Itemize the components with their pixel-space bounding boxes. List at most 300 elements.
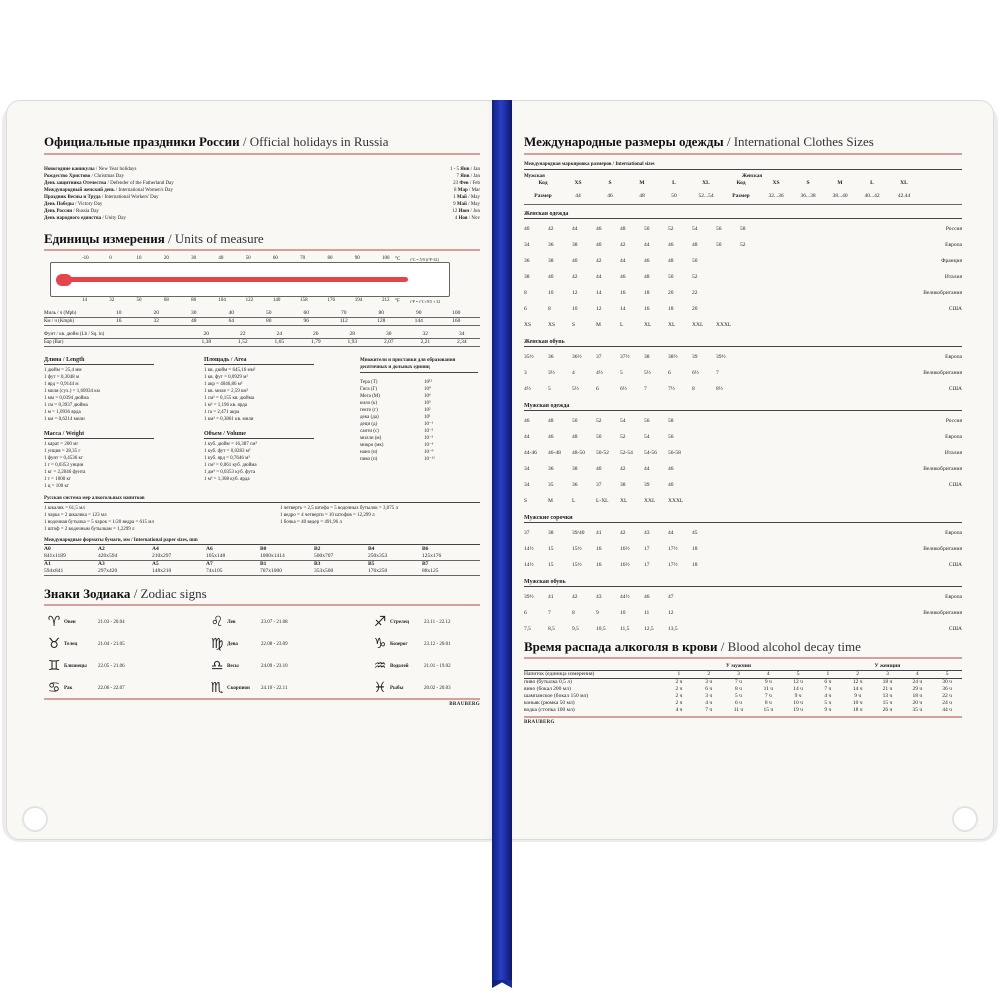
size-value: 18	[692, 546, 698, 552]
size-value: 38	[548, 530, 554, 536]
size-country: Великобритания	[923, 290, 962, 296]
holiday-date	[455, 215, 480, 222]
marking-value: XL	[702, 180, 710, 186]
marking-row	[524, 180, 962, 187]
size-value: 40	[668, 482, 674, 488]
size-value: L-XL	[596, 498, 609, 504]
volume-list	[204, 441, 360, 483]
alcohol-measure: 1 водочная бутылка = 5 чарок = 1/20 ведра = 615 мл	[44, 520, 154, 525]
holiday-date	[452, 208, 480, 215]
zodiac-sign	[44, 614, 125, 630]
size-country: Италия	[944, 450, 962, 456]
prefix-row	[360, 400, 480, 407]
conversion-label: Бар (Bar)	[44, 340, 64, 345]
celsius-tick: 60	[272, 256, 278, 261]
paper-format: A5	[152, 561, 159, 567]
size-value: XS	[548, 322, 556, 328]
clothes-title: Международные размеры одежды / International Clothes Sizes	[524, 134, 874, 149]
decay-women-value: 20 ч	[912, 700, 923, 706]
marking-women-label: Женская	[742, 174, 763, 179]
size-value: 43	[644, 530, 650, 536]
zodiac-grid	[44, 606, 480, 698]
size-value: XXL	[644, 498, 656, 504]
size-country: Европа	[945, 594, 962, 600]
prefix-power: 10⁶	[424, 394, 431, 399]
paper-format: B5	[368, 561, 375, 567]
size-value: 7	[644, 386, 647, 392]
size-country: США	[948, 306, 962, 312]
volume-item: 1 куб. ярд = 0,7646 м³	[204, 456, 250, 461]
paper-dimensions: 420x594	[98, 553, 118, 559]
marking-value: 38...40	[832, 193, 848, 199]
size-row	[524, 605, 962, 621]
size-value: 38	[524, 274, 530, 280]
holiday-month-ru: Мар	[457, 188, 468, 193]
holiday-month-ru: Май	[456, 202, 467, 207]
size-value: 20	[692, 306, 698, 312]
celsius-tick: 40	[218, 256, 224, 261]
size-value: 43	[596, 594, 602, 600]
area-item: 1 кв. дюйм = 645,16 мм²	[204, 368, 256, 373]
conversion-value: 16	[116, 318, 122, 324]
decay-men-value: 3 ч	[705, 679, 713, 685]
celsius-tick: 50	[245, 256, 251, 261]
decay-women-label: У женщин	[874, 663, 901, 669]
size-country: Европа	[945, 434, 962, 440]
size-value: 50-52	[596, 450, 609, 456]
conversion-value: 90	[416, 310, 422, 316]
area-item: 1 см² = 0,155 кв. дюйма	[204, 396, 255, 401]
scorpio-icon: ♏	[210, 680, 224, 696]
paper-dimensions: 841x1189	[44, 553, 66, 559]
paper-dimensions: 500x707	[314, 553, 334, 559]
zodiac-dates: 20.02 - 20.03	[424, 685, 451, 691]
size-value: M	[548, 498, 553, 504]
size-value: 12,5	[644, 626, 654, 632]
size-sections	[524, 211, 962, 637]
size-value: 44-46	[524, 450, 537, 456]
size-row	[524, 221, 962, 237]
conversion-value: 2,34	[456, 339, 467, 345]
size-value: 14½	[524, 546, 534, 552]
decay-men-value: 2 ч	[675, 679, 683, 685]
holiday-name	[44, 215, 126, 222]
holiday-name-en: / Russia Day	[72, 209, 99, 214]
holiday-day: 1 - 5	[449, 167, 461, 172]
size-value: 17½	[668, 562, 678, 568]
holiday-name-ru: День народного единства	[44, 216, 102, 221]
holiday-name-ru: День России	[44, 209, 73, 214]
size-value: 34	[524, 242, 530, 248]
size-country: Европа	[945, 354, 962, 360]
holiday-name-en: / Unity Day	[101, 216, 126, 221]
celsius-formula: t°C = 5/9 (t°F-32)	[410, 257, 439, 262]
decay-women-value: 18 ч	[882, 679, 893, 685]
size-value: 42	[572, 274, 578, 280]
marking-value: 46	[607, 193, 613, 199]
decay-men-value: 8 ч	[764, 700, 772, 706]
size-value: 8	[524, 290, 527, 296]
size-value: 39	[644, 482, 650, 488]
mass-item: 1 г = 0,0353 унции	[44, 463, 84, 468]
alcohol-right	[280, 505, 480, 533]
conversion-value: 160	[452, 318, 461, 324]
size-value: 15	[548, 546, 554, 552]
celsius-tick: 0	[109, 256, 112, 261]
decay-col: 2	[707, 671, 711, 677]
conversion-value: 128	[377, 318, 386, 324]
decay-men-value: 9 ч	[764, 679, 772, 685]
paper-format: A3	[98, 561, 105, 567]
decay-men-value: 8 ч	[735, 686, 742, 692]
paper-dimensions: 1000x1414	[260, 553, 285, 559]
size-value: 6½	[692, 370, 699, 376]
conversion-value: 80	[266, 318, 272, 324]
holidays-title: Официальные праздники России / Official holidays in Russia	[44, 134, 389, 149]
size-value: 9,5	[572, 626, 579, 632]
decay-men-value: 2 ч	[675, 693, 683, 699]
zodiac-title: Знаки Зодиака / Zodiac signs	[44, 586, 207, 601]
size-row	[524, 237, 962, 253]
marking-value: XS	[772, 180, 780, 186]
area-item: 1 га = 2,471 акра	[204, 410, 240, 415]
zodiac-sign	[370, 614, 450, 630]
taurus-icon: ♉	[47, 636, 61, 652]
marking-value: 44	[575, 193, 581, 199]
size-value: 9	[596, 610, 599, 616]
marking-value: S	[806, 180, 810, 186]
conversion-value: 80	[378, 310, 384, 316]
alcohol-measures	[44, 505, 480, 533]
decay-women-value: 24 ч	[912, 679, 923, 685]
paper-dimensions: 210x297	[152, 553, 172, 559]
size-value: 8	[548, 306, 551, 312]
size-value: 36	[548, 354, 554, 360]
marking-value: L	[672, 180, 676, 186]
conversion-value: 20	[153, 310, 159, 316]
decay-women-value: 24 ч	[942, 700, 952, 706]
area-item: 1 кв. миля = 2,59 км²	[204, 389, 249, 394]
size-value: 7½	[668, 386, 675, 392]
prefix-row	[360, 449, 480, 456]
size-value: 16	[644, 306, 650, 312]
size-value: 8,5	[548, 626, 555, 632]
length-item: 1 ярд = 0,9144 м	[44, 382, 79, 387]
size-value: L	[620, 322, 624, 328]
size-value: 35½	[524, 354, 534, 360]
celsius-tick: 100	[382, 256, 390, 261]
holiday-month-en: / Feb	[468, 181, 480, 186]
length-item: 1 км = 0,6214 мили	[44, 417, 85, 422]
size-country: Великобритания	[923, 370, 962, 376]
decay-drink: шампанское (бокал 150 мл)	[524, 693, 589, 699]
zodiac-name: Стрелец	[390, 619, 409, 625]
conversion-value: 30	[191, 310, 197, 316]
area-item: 1 м² = 1,196 кв. ярда	[204, 403, 248, 408]
prefix-name: Мега (М)	[360, 394, 380, 399]
size-row	[524, 557, 962, 573]
decay-women-value: 4 ч	[824, 693, 832, 699]
size-value: M	[596, 322, 601, 328]
size-value: 37	[596, 354, 602, 360]
size-value: 6	[524, 306, 527, 312]
zodiac-dates: 22.06 - 22.07	[98, 685, 125, 691]
size-value: XXL	[692, 322, 704, 328]
size-value: 50	[596, 434, 602, 440]
size-value: 39	[692, 354, 698, 360]
decay-women-value: 6 ч	[824, 679, 832, 685]
decay-women-value: 30 ч	[942, 679, 952, 685]
holiday-row	[44, 208, 480, 215]
size-value: 44	[644, 466, 650, 472]
decay-women-value: 18 ч	[852, 707, 863, 713]
size-value: 10,5	[596, 626, 606, 632]
marking-title: Международная маркировка размеров / International sizes	[524, 162, 655, 167]
size-value: L	[572, 498, 576, 504]
prefix-name: деци (д)	[360, 422, 378, 427]
fahrenheit-tick: 140	[272, 298, 281, 303]
paper-dimensions: 88x125	[422, 568, 439, 574]
decay-women-value: 29 ч	[912, 686, 923, 692]
size-value: 6½	[620, 386, 627, 392]
decay-col: 5	[945, 671, 949, 677]
holiday-name	[44, 187, 173, 194]
size-value: 54	[644, 434, 650, 440]
zodiac-name: Весы	[227, 663, 239, 669]
brand-logo-left: BRAUBERG	[449, 702, 480, 707]
paper-format: A2	[98, 546, 105, 552]
alcohol-decay-rule	[524, 657, 962, 659]
size-value: 7,5	[524, 626, 531, 632]
paper-dimensions: 125x176	[422, 553, 442, 559]
holiday-name-ru: День защитника Отечества	[44, 181, 107, 186]
decay-col: 2	[856, 671, 860, 677]
holiday-date	[453, 194, 480, 201]
length-item: 1 миля (сух.) = 1,60934 км	[44, 389, 100, 394]
size-value: 38	[572, 242, 578, 248]
decay-drink: вино (бокал 200 мл)	[524, 686, 571, 692]
conversion-value: 70	[341, 310, 347, 316]
holiday-row	[44, 173, 480, 180]
marking-value: 52...54	[698, 193, 714, 199]
decay-women-value: 13 ч	[882, 693, 893, 699]
decay-row	[524, 693, 962, 700]
thermometer-block	[44, 255, 480, 305]
decay-col: 3	[886, 671, 889, 677]
size-value: 15	[548, 562, 554, 568]
size-row	[524, 525, 962, 541]
conversion-value: 1,52	[237, 339, 248, 345]
holiday-name	[44, 180, 174, 187]
prefix-name: нано (н)	[360, 450, 378, 455]
decay-men-value: 19 ч	[793, 707, 803, 713]
size-row	[524, 269, 962, 285]
decay-group-header	[524, 663, 962, 670]
size-value: 40	[524, 226, 530, 232]
size-row	[524, 349, 962, 365]
decay-col: 5	[796, 671, 800, 677]
zodiac-name: Овен	[64, 619, 76, 625]
area-volume-col	[204, 357, 360, 490]
size-country: Италия	[944, 274, 962, 280]
size-value: 38	[572, 466, 578, 472]
size-value: 46	[644, 594, 650, 600]
paper-dimensions: 250x353	[368, 553, 388, 559]
marking-label: Размер	[732, 193, 750, 199]
zodiac-name: Водолей	[390, 663, 409, 669]
marking-value: 50	[671, 193, 677, 199]
size-value: 41	[596, 530, 602, 536]
holiday-date	[453, 180, 480, 187]
size-country: США	[948, 482, 962, 488]
size-value: 36	[572, 482, 578, 488]
size-value: 44	[524, 434, 530, 440]
size-value: 11	[644, 610, 650, 616]
size-value: XL	[644, 322, 652, 328]
size-value: 48-50	[572, 450, 585, 456]
paper-format: B1	[260, 561, 267, 567]
prefix-row	[360, 379, 480, 386]
size-row	[524, 461, 962, 477]
size-country: Великобритания	[923, 546, 962, 552]
holiday-day: 23	[453, 181, 460, 186]
size-value: 39/40	[572, 530, 585, 536]
holiday-name-en: / Victory Day	[73, 202, 103, 207]
size-value: S	[524, 498, 528, 504]
size-row	[524, 429, 962, 445]
conversion-value: 1,38	[201, 339, 212, 345]
size-value: 58	[740, 226, 746, 232]
holiday-name-ru: Рождество Христово	[44, 174, 91, 179]
zodiac-dates: 22.05 - 21.06	[98, 663, 125, 669]
holiday-month-en: / Jan	[469, 174, 480, 179]
decay-men-value: 7 ч	[735, 679, 742, 685]
corner-left	[22, 806, 48, 832]
size-value: 52	[620, 434, 626, 440]
size-value: 18	[668, 306, 674, 312]
holiday-name	[44, 173, 124, 180]
prefix-row	[360, 407, 480, 414]
size-row	[524, 301, 962, 317]
fahrenheit-tick: 50	[136, 298, 142, 303]
volume-item: 1 дм³ = 0,0353 куб. фута	[204, 470, 256, 475]
paper-format: A0	[44, 546, 51, 552]
zodiac-sign	[207, 658, 288, 674]
size-value: 8½	[716, 386, 723, 392]
zodiac-dates: 24.10 - 22.11	[261, 685, 288, 691]
size-value: 3½	[548, 370, 555, 376]
volume-item: 1 куб. фут = 0,0283 м³	[204, 449, 251, 454]
holiday-row	[44, 180, 480, 187]
size-value: 13,5	[668, 626, 678, 632]
mass-item: 1 т = 1000 кг	[44, 477, 71, 482]
size-value: 8	[692, 386, 695, 392]
conversion-row	[44, 318, 480, 326]
corner-right	[952, 806, 978, 832]
decay-row	[524, 679, 962, 686]
size-value: 44	[572, 226, 578, 232]
prefix-power: 10⁻²	[424, 429, 434, 434]
holiday-month-en: / May	[466, 195, 480, 200]
fahrenheit-tick: 104	[218, 298, 226, 303]
area-list	[204, 367, 360, 423]
size-row	[524, 253, 962, 269]
decay-header-row	[524, 670, 962, 679]
decay-men-value: 7 ч	[705, 707, 713, 713]
prefix-power: 10³	[424, 401, 431, 406]
holiday-month-en: / Mar	[467, 188, 480, 193]
measures-grid	[44, 357, 480, 490]
celsius-tick: 30	[191, 256, 197, 261]
size-value: 48	[644, 274, 650, 280]
length-title: Длина / Length	[44, 357, 85, 363]
size-value: 10	[620, 610, 626, 616]
paper-dimensions: 353x500	[314, 568, 334, 574]
zodiac-dates: 21.01 - 19.02	[424, 663, 451, 669]
brand-logo-right: BRAUBERG	[524, 720, 555, 725]
size-value: 42	[620, 466, 626, 472]
size-country	[788, 493, 962, 509]
holiday-day: 1	[453, 195, 457, 200]
prefix-name: микро (мк)	[360, 443, 384, 448]
capricorn-icon: ♑	[373, 636, 387, 652]
size-country: Великобритания	[923, 466, 962, 472]
decay-women-value: 12 ч	[852, 679, 863, 685]
decay-men-value: 5 ч	[735, 693, 742, 699]
zodiac-name: Близнецы	[64, 663, 87, 669]
holiday-name	[44, 201, 102, 208]
decay-men-value: 6 ч	[705, 686, 713, 692]
decay-table	[524, 663, 962, 714]
paper-format: B4	[368, 546, 375, 552]
size-value: 44	[620, 258, 626, 264]
left-content	[44, 134, 480, 707]
holiday-row	[44, 194, 480, 201]
decay-col: 4	[766, 671, 770, 677]
size-value: 15½	[572, 546, 582, 552]
holiday-name-en: / International Workers' Day	[100, 195, 159, 200]
mass-item: 1 фунт = 0,4536 кг	[44, 456, 84, 461]
size-value: 46	[668, 466, 674, 472]
area-item: 1 акр = 4046,86 м²	[204, 382, 243, 387]
decay-col: 3	[737, 671, 740, 677]
size-value: 50	[572, 418, 578, 424]
conversion-value: 1,93	[347, 339, 358, 345]
size-value: 50	[692, 258, 698, 264]
area-item: 1 кв. фут = 0,0929 м²	[204, 375, 248, 380]
size-value: 38	[644, 354, 650, 360]
size-value: 7	[548, 610, 551, 616]
holiday-month-en: / May	[466, 202, 480, 207]
size-value: 40	[572, 258, 578, 264]
size-country: США	[948, 562, 962, 568]
alcohol-measure: 1 четверть = 2,5 штофа = 5 водочных бутылок = 3,075 л	[280, 506, 398, 511]
size-value: 7	[716, 370, 719, 376]
conversion-label: Км / ч (Kmph)	[44, 319, 74, 324]
prefix-power: 10⁻⁶	[424, 443, 434, 448]
holiday-name	[44, 194, 158, 201]
size-value: 36	[524, 258, 530, 264]
fahrenheit-tick: 86	[191, 298, 197, 303]
alcohol-measures-title: Русская система мер алкогольных напитков	[44, 496, 145, 501]
mass-title: Масса / Weight	[44, 431, 85, 437]
size-value: 52	[692, 274, 698, 280]
fahrenheit-tick: 158	[300, 298, 308, 303]
prefix-power: 10⁻³	[424, 436, 434, 441]
zodiac-dates: 23.11 - 22.12	[424, 619, 451, 625]
decay-men-value: 15 ч	[763, 707, 774, 713]
size-value: 46	[668, 242, 674, 248]
